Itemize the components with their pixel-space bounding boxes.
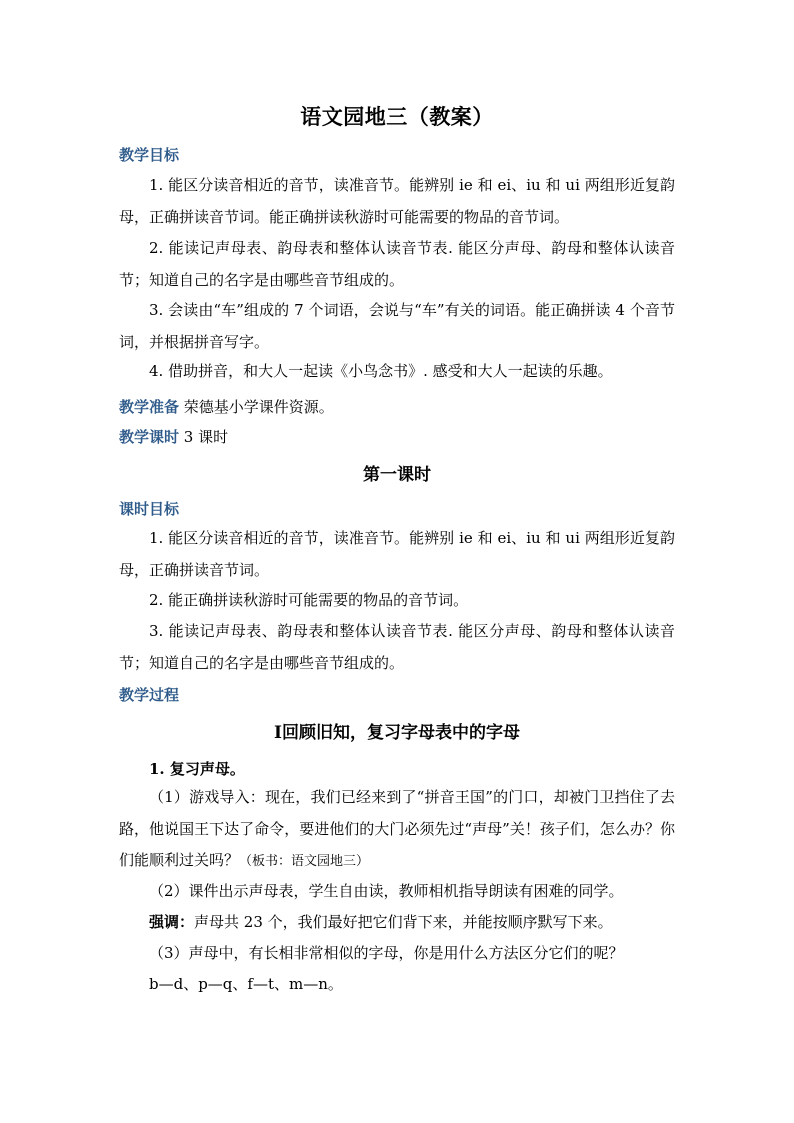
hours-label: 教学课时 <box>119 428 180 446</box>
goals-heading: 教学目标 <box>119 146 180 164</box>
emphasis-text: 声母共 23 个，我们最好把它们背下来，并能按顺序默写下来。 <box>194 913 613 931</box>
lesson1-goals-heading: 课时目标 <box>119 500 180 518</box>
emphasis-paragraph <box>119 907 675 939</box>
lesson1-title: 第一课时 <box>363 465 431 485</box>
blackboard-note: （板书：语文园地三） <box>239 854 370 869</box>
lesson1-goal-2: 2. 能正确拼读秋游时可能需要的物品的音节词。 <box>149 591 469 609</box>
lesson1-goal-1: 1. 能区分读音相近的音节，读准音节。能辨别 ie 和 ei、iu 和 ui 两组形近复韵母，正确拼读音节词。 <box>119 529 675 579</box>
step1-paragraph-1-text: （1）游戏导入：现在，我们已经来到了“拼音王国”的门口，却被门卫挡住了去路，他说国王下达了命令，要进他们的大门必须先过“声母”关！孩子们，怎么办？你们能顺利过关吗？ <box>119 788 675 869</box>
goal-item-2: 2. 能读记声母表、韵母表和整体认读音节表. 能区分声母、韵母和整体认读音节；知道自己的名字是由哪些音节组成的。 <box>119 239 675 289</box>
step1-heading: 1. 复习声母。 <box>149 760 245 778</box>
process-heading: 教学过程 <box>119 686 180 704</box>
goal-item-3: 3. 会读由“车”组成的 7 个词语，会说与“车”有关的词语。能正确拼读 4 个音节词，并根据拼音写字。 <box>119 301 675 351</box>
step1-paragraph-1 <box>119 782 675 878</box>
goal-item-4: 4. 借助拼音，和大人一起读《小鸟念书》. 感受和大人一起读的乐趣。 <box>149 362 613 380</box>
prep-value: 荣德基小学课件资源。 <box>183 398 334 416</box>
letter-pairs: b—d、p—q、f—t、m—n。 <box>149 975 343 993</box>
section-title: Ⅰ回顾旧知，复习字母表中的字母 <box>274 723 520 743</box>
emphasis-label: 强调： <box>149 913 195 931</box>
step1-paragraph-2: （2）课件出示声母表，学生自由读，教师相机指导朗读有困难的同学。 <box>149 882 624 900</box>
lesson1-goal-3: 3. 能读记声母表、韵母表和整体认读音节表. 能区分声母、韵母和整体认读音节；知道自己的名字是由哪些音节组成的。 <box>119 622 675 672</box>
teaching-hours <box>119 426 675 447</box>
teaching-prep <box>119 396 675 417</box>
goal-item-1: 1. 能区分读音相近的音节，读准音节。能辨别 ie 和 ei、iu 和 ui 两组形近复韵母，正确拼读音节词。能正确拼读秋游时可能需要的物品的音节词。 <box>119 176 675 226</box>
step1-paragraph-3: （3）声母中，有长相非常相似的字母，你是用什么方法区分它们的呢？ <box>149 944 624 962</box>
hours-value: 3 课时 <box>183 428 229 446</box>
document-title: 语文园地三（教案） <box>300 104 494 129</box>
prep-label: 教学准备 <box>119 398 180 416</box>
